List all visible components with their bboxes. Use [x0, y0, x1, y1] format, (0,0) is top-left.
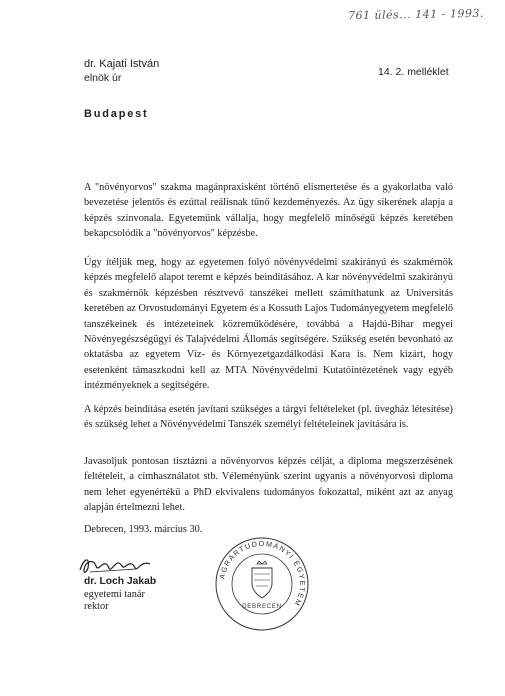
- handwritten-registry-note: 761 ülés... 141 - 1993.: [347, 6, 485, 23]
- signer-title-1: egyetemi tanár: [84, 588, 145, 600]
- place-date: Debrecen, 1993. március 30.: [84, 524, 203, 535]
- svg-text:AGRÁRTUDOMÁNYI EGYETEM: AGRÁRTUDOMÁNYI EGYETEM: [217, 538, 308, 609]
- signature-scrawl: [76, 552, 156, 578]
- university-seal: [212, 534, 312, 634]
- paragraph-1: A "növényorvos" szakma magánpraxisként történő elismertetése és a gyakorlatba való bevezetése jelentős és ezúttal reálisnak tűnő kezdeményezés. Az ügy sikerének alapja a képzés színvonala. Egyetemünk vállalja, hogy megfelelő minőségű képzés keretében bekapcsolódik a "növényorvos" képzésbe.: [84, 182, 453, 240]
- paragraph-4: Javasoljuk pontosan tisztázni a növényorvos képzés célját, a diploma megszerzésének feltételeit, a címhasználatot stb. Véleményünk szerint ugyanis a növényorvosi diploma nem lehet egyenértékű a PhD ekvivalens tudományos fokozattal, miként azt az anyag alapján értelmezni lehet.: [84, 456, 453, 514]
- signer-block: [84, 576, 156, 614]
- addressee-city: Budapest: [84, 108, 149, 120]
- signer-title-2: rektor: [84, 601, 109, 612]
- addressee-block: [84, 57, 159, 85]
- addressee-role: elnök úr: [84, 72, 122, 84]
- paragraph-3: A képzés beindítása esetén javítani szükséges a tárgyi feltételeket (pl. üvegház létesítése) és szükség lehet a Növényvédelmi Tanszék személyi feltételeinek javítására is.: [84, 404, 453, 431]
- signer-name: dr. Loch Jakab: [84, 576, 157, 587]
- addressee-name: dr. Kajati István: [84, 58, 160, 70]
- paragraph-2: Úgy ítéljük meg, hogy az egyetemen folyó növényvédelmi szakirányú és szakmérnök képzés megfelelő alapot teremt e képzés beindításához. A kar növényvédelmi szakirányú és szakmérnök képzésben résztvevő tanszékei mellett számíthatunk az Universitás keretében az Orvostudományi Egyetem és a Kossuth Lajos Tudományegyetem megfelelő tanszékeinek és intézeteinek közreműködésére, továbbá a Hajdú-Bihar megyei Növényegészségügyi és Talajvédelmi Állomás segítségére. Szükség esetén bevonható az oktatásba az egyetem Víz- és Környezetgazdálkodási Kara is. Nem kizárt, hogy esetenként támaszkodni kell az MTA Növényvédelmi Kutatóintézetének vagy egyéb intézményeknek a segítségére.: [84, 257, 453, 392]
- attachment-label: 14. 2. melléklet: [378, 66, 449, 78]
- svg-text:DEBRECEN: DEBRECEN: [242, 604, 282, 610]
